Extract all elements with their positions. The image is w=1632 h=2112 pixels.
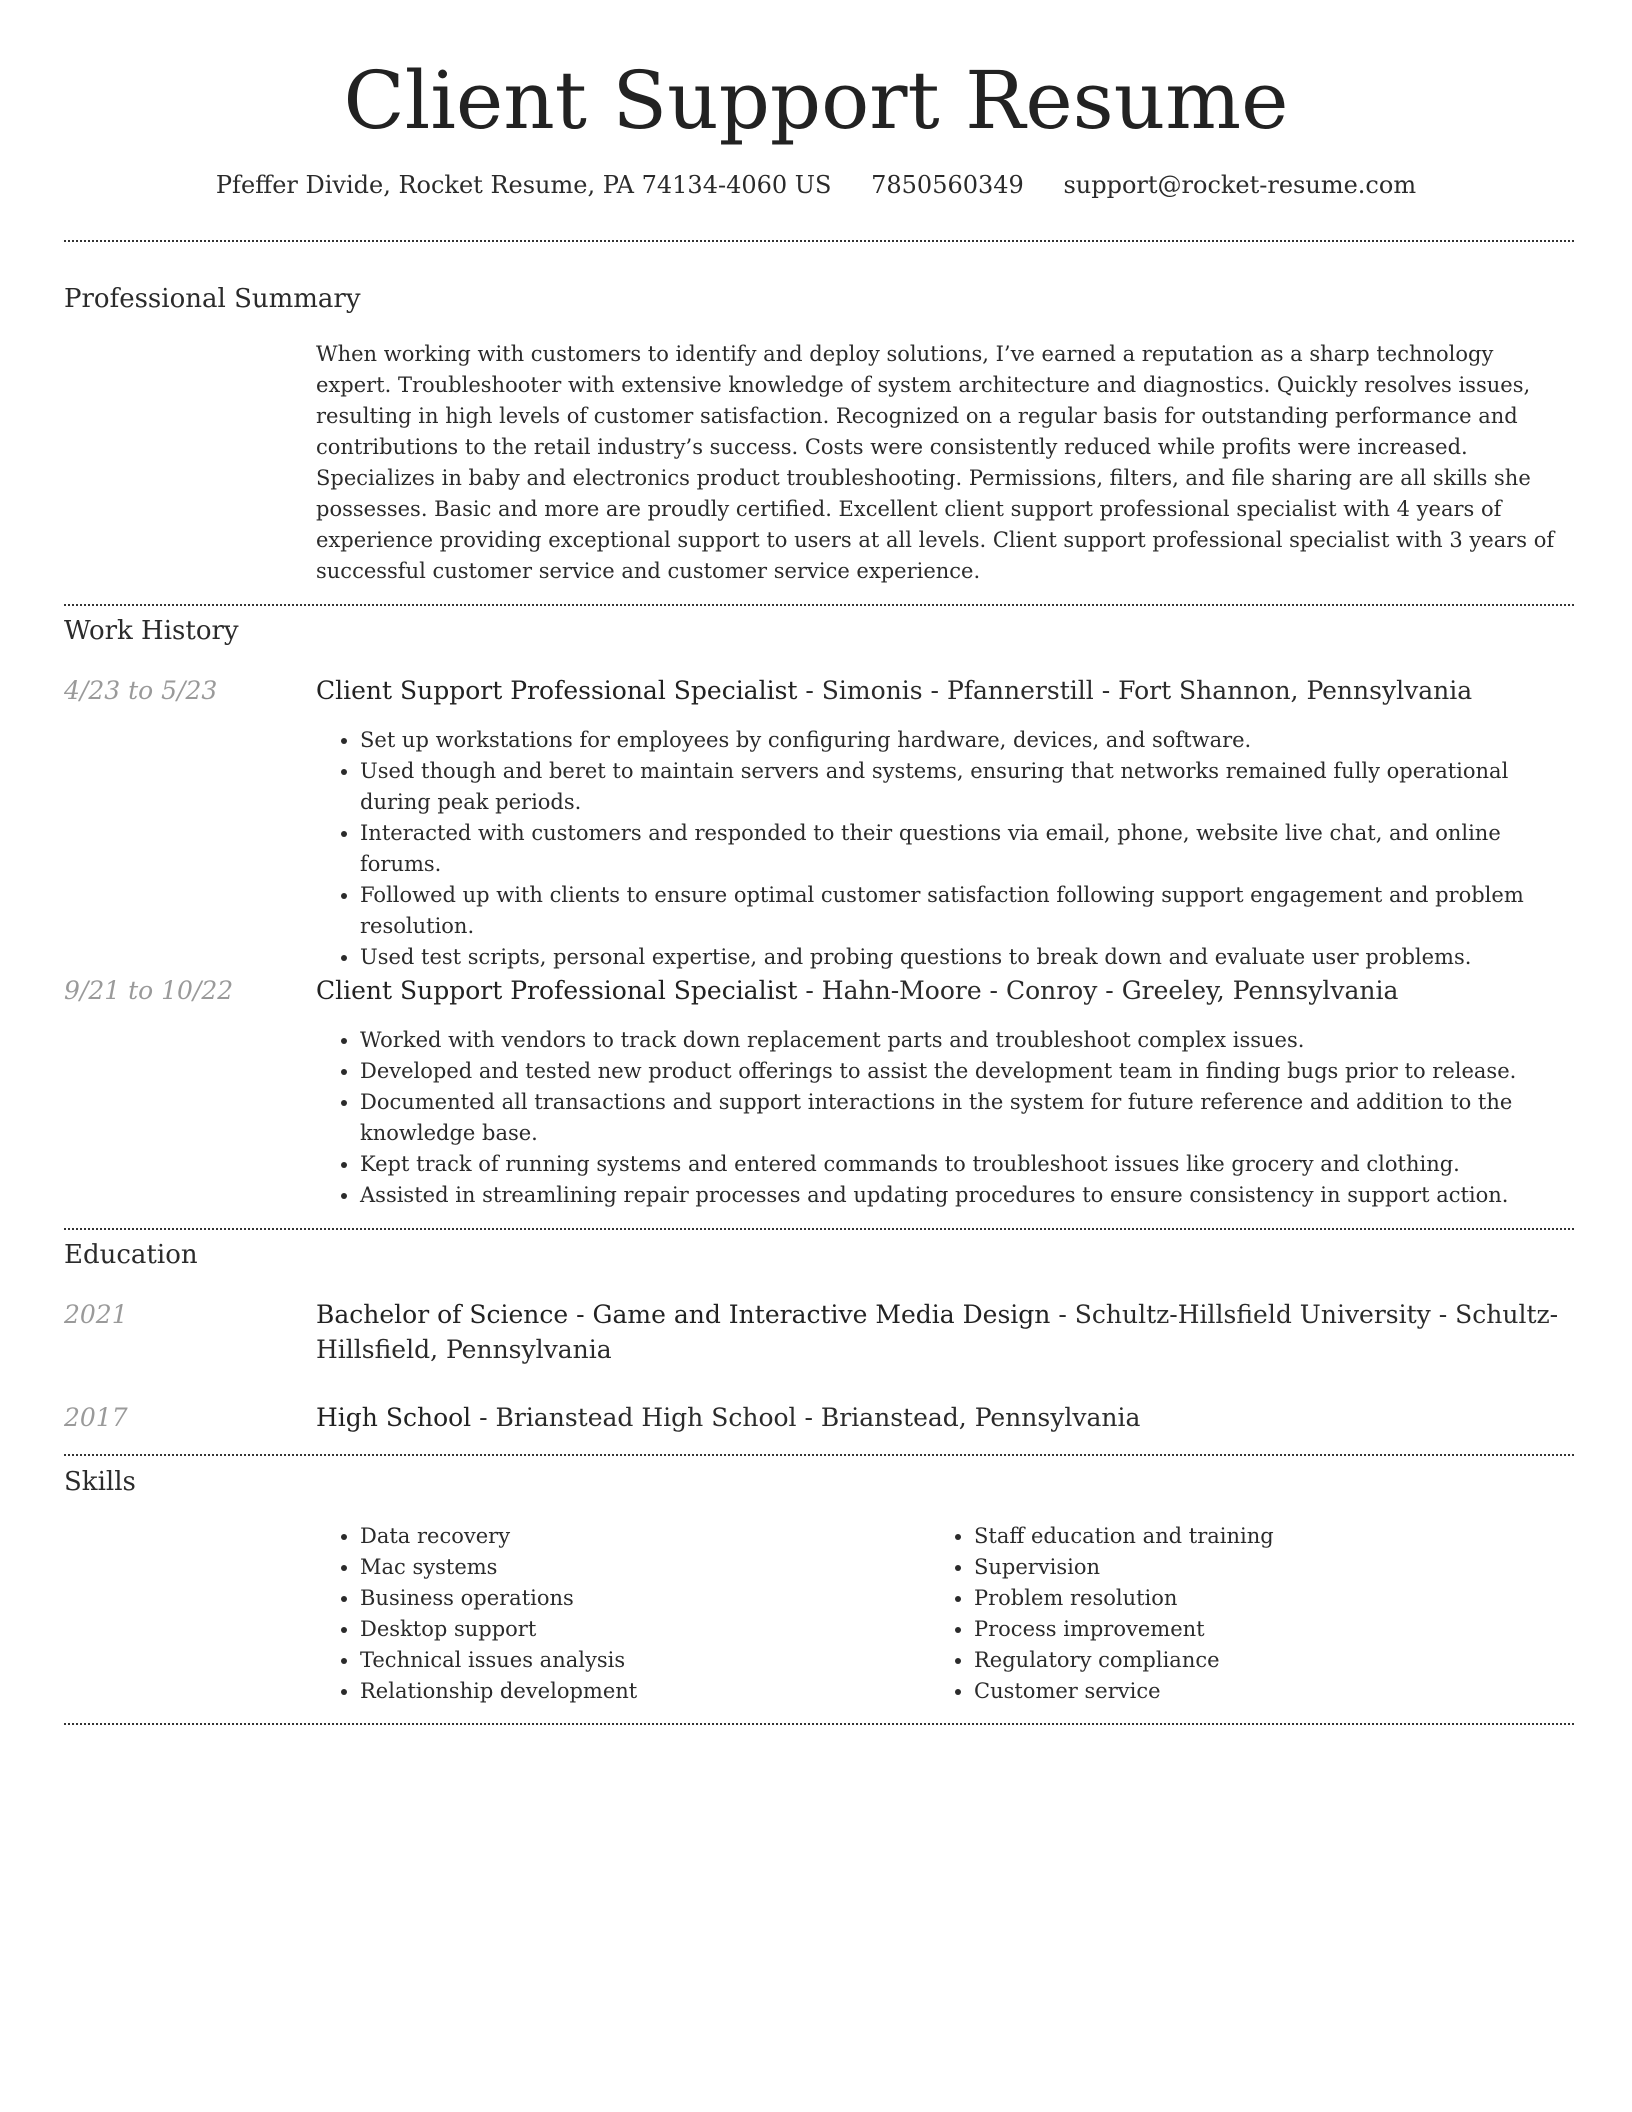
job-role: Client Support Professional Specialist xyxy=(316,976,798,1005)
skill-item: • Data recovery xyxy=(360,1521,916,1552)
skill-item: • Desktop support xyxy=(360,1614,916,1645)
contact-address: Pfeffer Divide, Rocket Resume, PA 74134-4060 US xyxy=(215,171,832,199)
skill-item: • Problem resolution xyxy=(974,1583,1530,1614)
job-date: 4/23 to 5/23 xyxy=(64,676,218,705)
skills-list-right xyxy=(930,1521,1530,1707)
contact-email: support@rocket-resume.com xyxy=(1063,171,1417,199)
job-title xyxy=(316,973,1574,1008)
job-title xyxy=(316,673,1574,708)
skill-item: • Regulatory compliance xyxy=(974,1645,1530,1676)
job-details: - Hahn-Moore - Conroy - Greeley, Pennsylvania xyxy=(797,976,1399,1005)
education-degree: High School xyxy=(316,1403,472,1432)
job-bullets xyxy=(316,725,1574,973)
skill-item: • Business operations xyxy=(360,1583,916,1614)
education-entry xyxy=(316,1400,1574,1435)
skill-item: • Mac systems xyxy=(360,1552,916,1583)
divider xyxy=(64,1723,1574,1725)
skill-item: • Customer service xyxy=(974,1676,1530,1707)
list-item: • Developed and tested new product offerings to assist the development team in finding bugs prior to release. xyxy=(360,1056,1574,1087)
job-bullets xyxy=(316,1025,1574,1211)
skill-item: • Relationship development xyxy=(360,1676,916,1707)
education-details: - Brianstead High School - Brianstead, Pennsylvania xyxy=(471,1403,1141,1432)
list-item: • Worked with vendors to track down replacement parts and troubleshoot complex issues. xyxy=(360,1025,1574,1056)
skill-item: • Staff education and training xyxy=(974,1521,1530,1552)
section-title-summary: Professional Summary xyxy=(64,284,361,314)
job-details: - Simonis - Pfannerstill - Fort Shannon, Pennsylvania xyxy=(797,676,1473,705)
resume-title: Client Support Resume xyxy=(343,54,1289,147)
list-item: • Used test scripts, personal expertise, and probing questions to break down and evaluate user problems. xyxy=(360,942,1574,973)
divider xyxy=(64,1228,1574,1230)
section-title-skills: Skills xyxy=(64,1467,136,1497)
summary-text: When working with customers to identify and deploy solutions, I’ve earned a reputation as a sharp technology expert. Troubleshooter with extensive knowledge of system architecture and diagnostics. Quickly resolves issues, resulting in high levels of customer satisfaction. Recognized on a regular basis for outstanding performance and contributions to the retail industry’s success. Costs were consistently reduced while profits were increased. Specializes in baby and electronics product troubleshooting. Permissions, filters, and file sharing are all skills she possesses. Basic and more are proudly certified. Excellent client support professional specialist with 4 years of experience providing exceptional support to users at all levels. Client support professional specialist with 3 years of successful customer service and customer service experience. xyxy=(316,342,1555,583)
skills-list-left xyxy=(316,1521,916,1707)
divider xyxy=(64,604,1574,606)
skill-item: • Technical issues analysis xyxy=(360,1645,916,1676)
job-date: 9/21 to 10/22 xyxy=(64,976,234,1005)
list-item: • Kept track of running systems and entered commands to troubleshoot issues like grocery and clothing. xyxy=(360,1149,1574,1180)
divider xyxy=(64,240,1574,242)
list-item: • Interacted with customers and responded to their questions via email, phone, website live chat, and online forums. xyxy=(360,818,1574,880)
education-degree: Bachelor of Science - Game and Interactive Media Design xyxy=(316,1300,1051,1329)
section-title-education: Education xyxy=(64,1240,198,1270)
job-role: Client Support Professional Specialist xyxy=(316,676,798,705)
list-item: • Used though and beret to maintain servers and systems, ensuring that networks remained fully operational during peak periods. xyxy=(360,756,1574,818)
list-item: • Set up workstations for employees by configuring hardware, devices, and software. xyxy=(360,725,1574,756)
list-item: • Documented all transactions and support interactions in the system for future reference and addition to the knowledge base. xyxy=(360,1087,1574,1149)
education-details: - Schultz-Hillsfield University - Schultz-Hillsfield, Pennsylvania xyxy=(316,1300,1559,1364)
education-entry xyxy=(316,1297,1574,1367)
education-date: 2021 xyxy=(64,1300,128,1329)
contact-phone: 7850560349 xyxy=(871,171,1024,199)
list-item: • Assisted in streamlining repair processes and updating procedures to ensure consistency in support action. xyxy=(360,1180,1574,1211)
contact-line xyxy=(0,168,1632,202)
section-title-work-history: Work History xyxy=(64,616,239,646)
divider xyxy=(64,1454,1574,1456)
skill-item: • Supervision xyxy=(974,1552,1530,1583)
education-date: 2017 xyxy=(64,1403,128,1432)
skill-item: • Process improvement xyxy=(974,1614,1530,1645)
list-item: • Followed up with clients to ensure optimal customer satisfaction following support engagement and problem resolution. xyxy=(360,880,1574,942)
